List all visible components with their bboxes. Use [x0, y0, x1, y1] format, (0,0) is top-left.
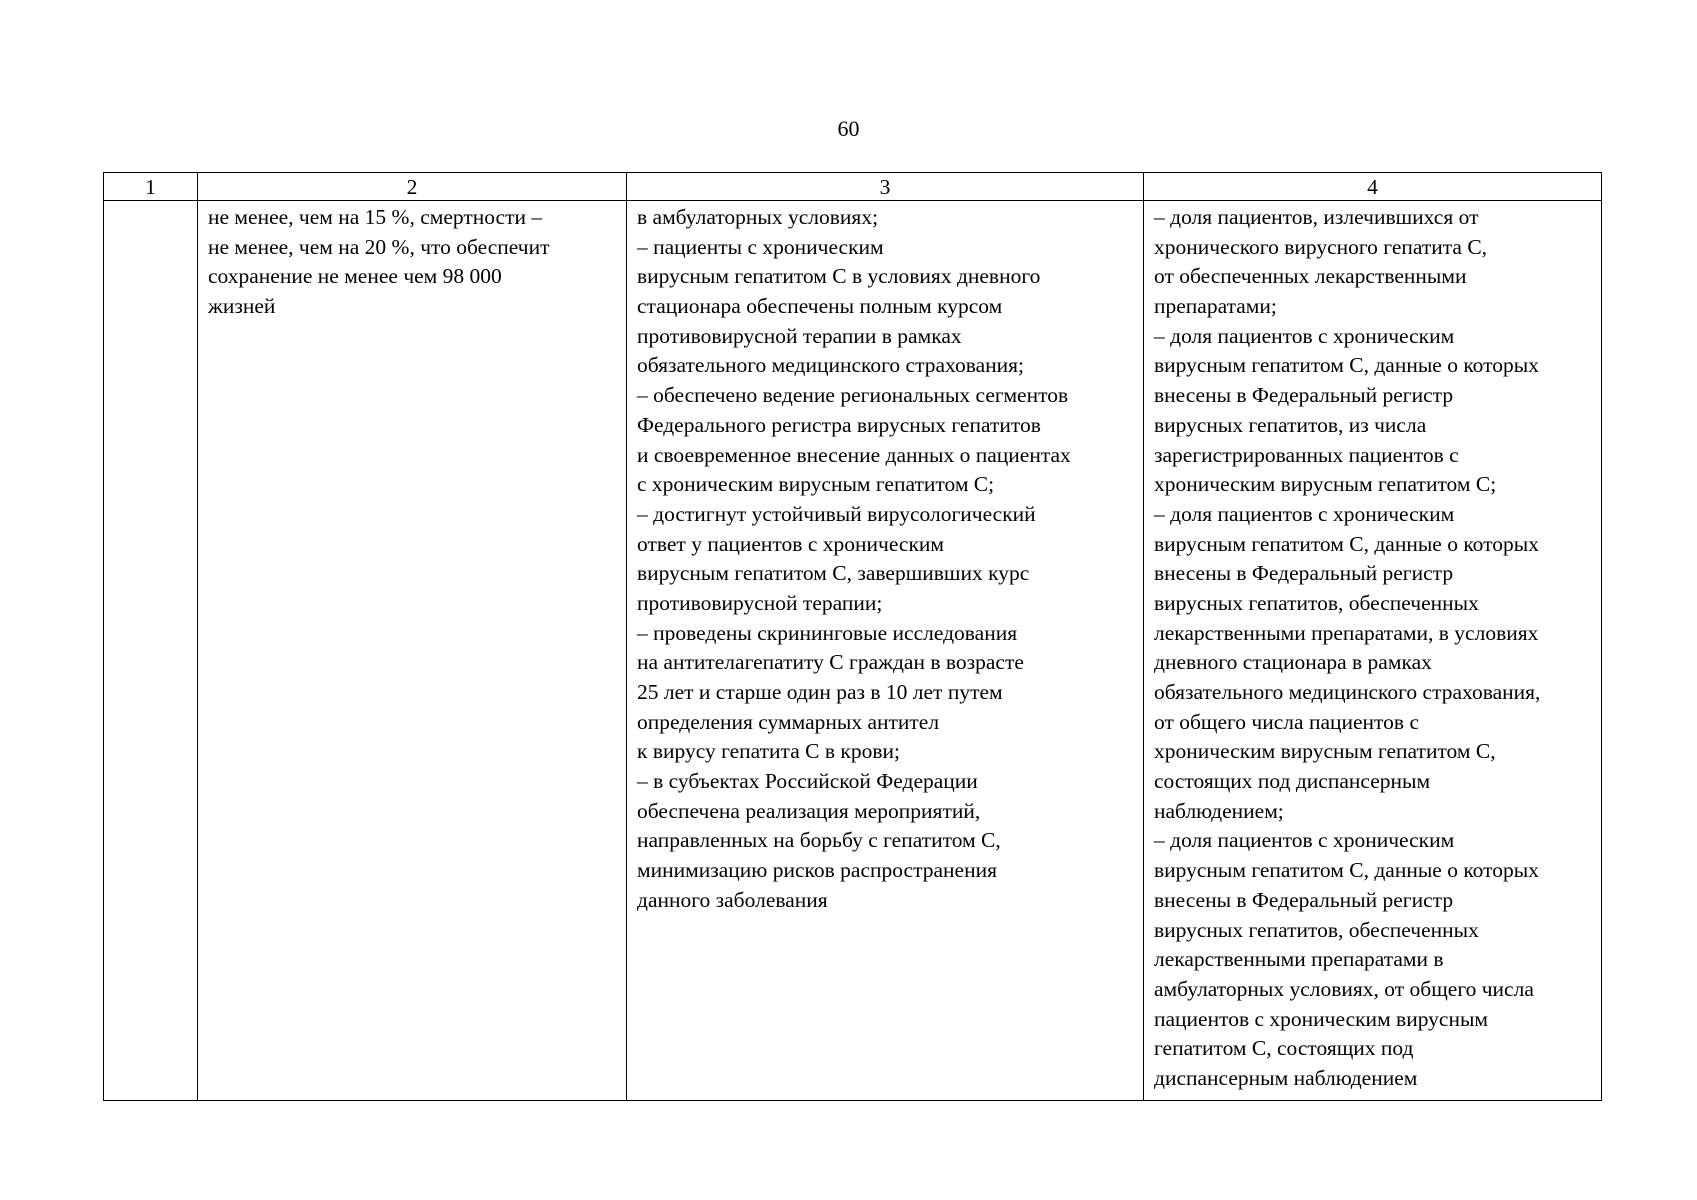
text-line: состоящих под диспансерным: [1154, 769, 1431, 794]
cell-col-2: [198, 201, 627, 1101]
text-line: – доля пациентов с хроническим: [1154, 828, 1455, 853]
text-line: внесены в Федеральный регистр: [1154, 561, 1454, 586]
text-line: обязательного медицинского страхования;: [637, 353, 1024, 378]
text-line: не менее, чем на 20 %, что обеспечит: [208, 234, 550, 259]
column-header-2: 2: [198, 173, 627, 201]
text-line: амбулаторных условиях, от общего числа: [1154, 976, 1534, 1001]
text-line: хроническим вирусным гепатитом С;: [1154, 472, 1497, 497]
text-line: 25 лет и старше один раз в 10 лет путем: [637, 680, 1003, 704]
text-line: Федерального регистра вирусных гепатитов: [637, 412, 1041, 437]
text-line: дневного стационара в рамках: [1154, 650, 1432, 675]
text-line: вирусным гепатитом С, данные о которых: [1154, 531, 1539, 556]
text-line: – достигнут устойчивый вирусологический: [637, 501, 1036, 526]
cell-col-3: [627, 201, 1144, 1101]
text-line: с хроническим вирусным гепатитом С;: [637, 472, 995, 497]
text-line: в амбулаторных условиях;: [637, 205, 879, 229]
text-line: к вирусу гепатита С в крови;: [637, 739, 900, 764]
text-line: вирусным гепатитом С, данные о которых: [1154, 353, 1539, 378]
document-table: [103, 172, 1602, 1101]
text-line: минимизацию рисков распространения: [637, 858, 997, 883]
text-line: сохранение не менее чем 98 000: [208, 264, 502, 289]
text-line: вирусных гепатитов, обеспеченных: [1154, 917, 1479, 942]
text-line: внесены в Федеральный регистр: [1154, 383, 1454, 408]
cell-col-1: [104, 201, 198, 1101]
text-line: лекарственными препаратами в: [1154, 947, 1444, 972]
column-header-1: 1: [104, 173, 198, 201]
text-line: внесены в Федеральный регистр: [1154, 887, 1454, 912]
text-line: – в субъектах Российской Федерации: [637, 769, 978, 794]
text-line: определения суммарных антител: [637, 709, 940, 734]
page-number: 60: [837, 116, 860, 141]
text-line: на антителагепатиту С граждан в возрасте: [637, 650, 1024, 675]
text-line: вирусным гепатитом С в условиях дневного: [637, 264, 1041, 289]
text-line: обеспечена реализация мероприятий,: [637, 798, 981, 823]
text-line: наблюдением;: [1154, 798, 1284, 823]
text-line: хроническим вирусным гепатитом С,: [1154, 739, 1496, 764]
text-line: обязательного медицинского страхования,: [1154, 680, 1541, 704]
text-line: гепатитом С, состоящих под: [1154, 1036, 1414, 1061]
text-line: – доля пациентов с хроническим: [1154, 323, 1455, 348]
table-header-row: [104, 173, 1602, 201]
text-line: вирусным гепатитом С, данные о которых: [1154, 858, 1539, 883]
text-line: от общего числа пациентов с: [1154, 709, 1419, 734]
text-line: противовирусной терапии в рамках: [637, 323, 962, 348]
text-line: данного заболевания: [637, 887, 828, 912]
text-line: – доля пациентов с хроническим: [1154, 501, 1455, 526]
text-line: пациентов с хроническим вирусным: [1154, 1006, 1489, 1031]
text-line: вирусным гепатитом С, завершивших курс: [637, 561, 1030, 586]
text-line: жизней: [208, 294, 276, 319]
text-line: вирусных гепатитов, из числа: [1154, 412, 1427, 437]
text-line: лекарственными препаратами, в условиях: [1154, 620, 1539, 645]
text-line: диспансерным наблюдением: [1154, 1065, 1418, 1090]
text-line: – доля пациентов, излечившихся от: [1154, 205, 1479, 229]
text-line: и своевременное внесение данных о пациентах: [637, 442, 1071, 467]
text-line: хронического вирусного гепатита С,: [1154, 234, 1488, 259]
text-line: ответ у пациентов с хроническим: [637, 531, 944, 556]
text-line: не менее, чем на 15 %, смертности –: [208, 205, 543, 229]
text-line: направленных на борьбу с гепатитом С,: [637, 828, 1001, 853]
text-line: противовирусной терапии;: [637, 590, 883, 615]
text-line: – проведены скрининговые исследования: [637, 620, 1018, 645]
column-header-3: 3: [627, 173, 1144, 201]
column-header-4: 4: [1144, 173, 1602, 201]
cell-col-4: [1144, 201, 1602, 1101]
table-row: [104, 201, 1602, 1101]
text-line: – пациенты с хроническим: [637, 234, 884, 259]
text-line: вирусных гепатитов, обеспеченных: [1154, 590, 1479, 615]
text-line: препаратами;: [1154, 294, 1277, 319]
text-line: – обеспечено ведение региональных сегментов: [637, 383, 1069, 408]
text-line: зарегистрированных пациентов с: [1154, 442, 1459, 467]
text-line: от обеспеченных лекарственными: [1154, 264, 1467, 289]
text-line: стационара обеспечены полным курсом: [637, 294, 1003, 319]
